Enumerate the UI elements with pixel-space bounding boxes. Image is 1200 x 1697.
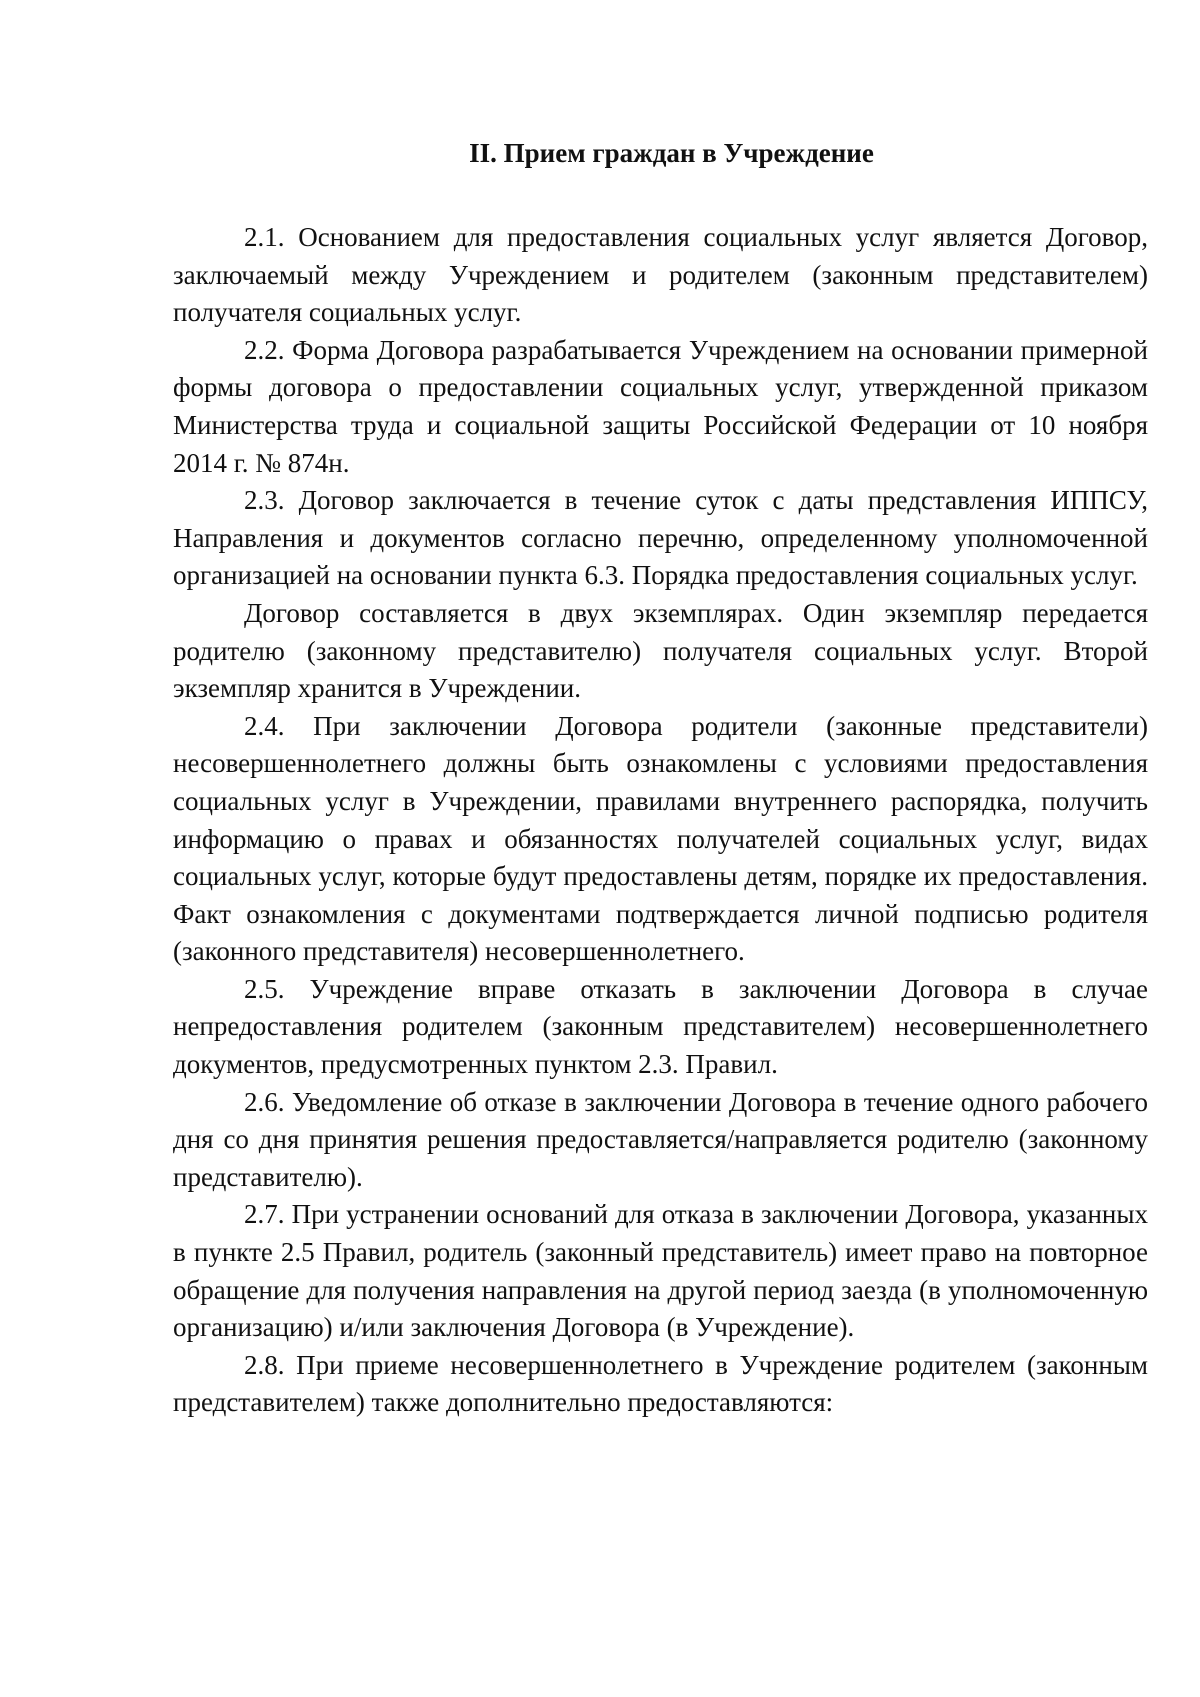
document-page: [173, 120, 1148, 1422]
paragraph-2-3: 2.3. Договор заключается в течение суток с даты представления ИППСУ, Направления и документов согласно перечню, определенному уполномоченной организацией на основании пункта 6.3. Порядка предоставления социальных услуг.: [173, 485, 1148, 591]
paragraph-2-6: 2.6. Уведомление об отказе в заключении Договора в течение одного рабочего дня со дня принятия решения предоставляется/направляется родителю (законному представителю).: [173, 1086, 1148, 1192]
paragraph-2-5: 2.5. Учреждение вправе отказать в заключении Договора в случае непредоставления родителем (законным представителем) несовершеннолетнего документов, предусмотренных пунктом 2.3. Правил.: [173, 973, 1148, 1080]
paragraph-2-1: 2.1. Основанием для предоставления социальных услуг является Договор, заключаемый между Учреждением и родителем (законным представителем) получателя социальных услуг.: [173, 222, 1148, 328]
paragraph-2-2: 2.2. Форма Договора разрабатывается Учреждением на основании примерной формы договора о предоставлении социальных услуг, утвержденной приказом Министерства труда и социальной защиты Российской Федерации от 10 ноября 2014 г. № 874н.: [173, 334, 1148, 478]
paragraph-2-7: 2.7. При устранении оснований для отказа в заключении Договора, указанных в пункте 2.5 Правил, родитель (законный представитель) имеет право на повторное обращение для получения направления на другой период заезда (в уполномоченную организацию) и/или заключения Договора (в Учреждение).: [173, 1199, 1148, 1343]
paragraph-2-4: 2.4. При заключении Договора родители (законные представители) несовершеннолетнего должны быть ознакомлены с условиями предоставления социальных услуг в Учреждении, правилами внутреннего распорядка, получить информацию о правах и обязанностях получателей социальных услуг, видах социальных услуг, которые будут предоставлены детям, порядке их предоставления. Факт ознакомления с документами подтверждается личной подписью родителя (законного представителя) несовершеннолетнего.: [173, 710, 1148, 967]
paragraph-2-3-copies: Договор составляется в двух экземплярах. Один экземпляр передается родителю (законному представителю) получателя социальных услуг. Второй экземпляр хранится в Учреждении.: [173, 597, 1148, 704]
paragraph-2-8: 2.8. При приеме несовершеннолетнего в Учреждение родителем (законным представителем) также дополнительно предоставляются:: [173, 1349, 1148, 1418]
section-heading: II. Прием граждан в Учреждение: [469, 138, 874, 168]
